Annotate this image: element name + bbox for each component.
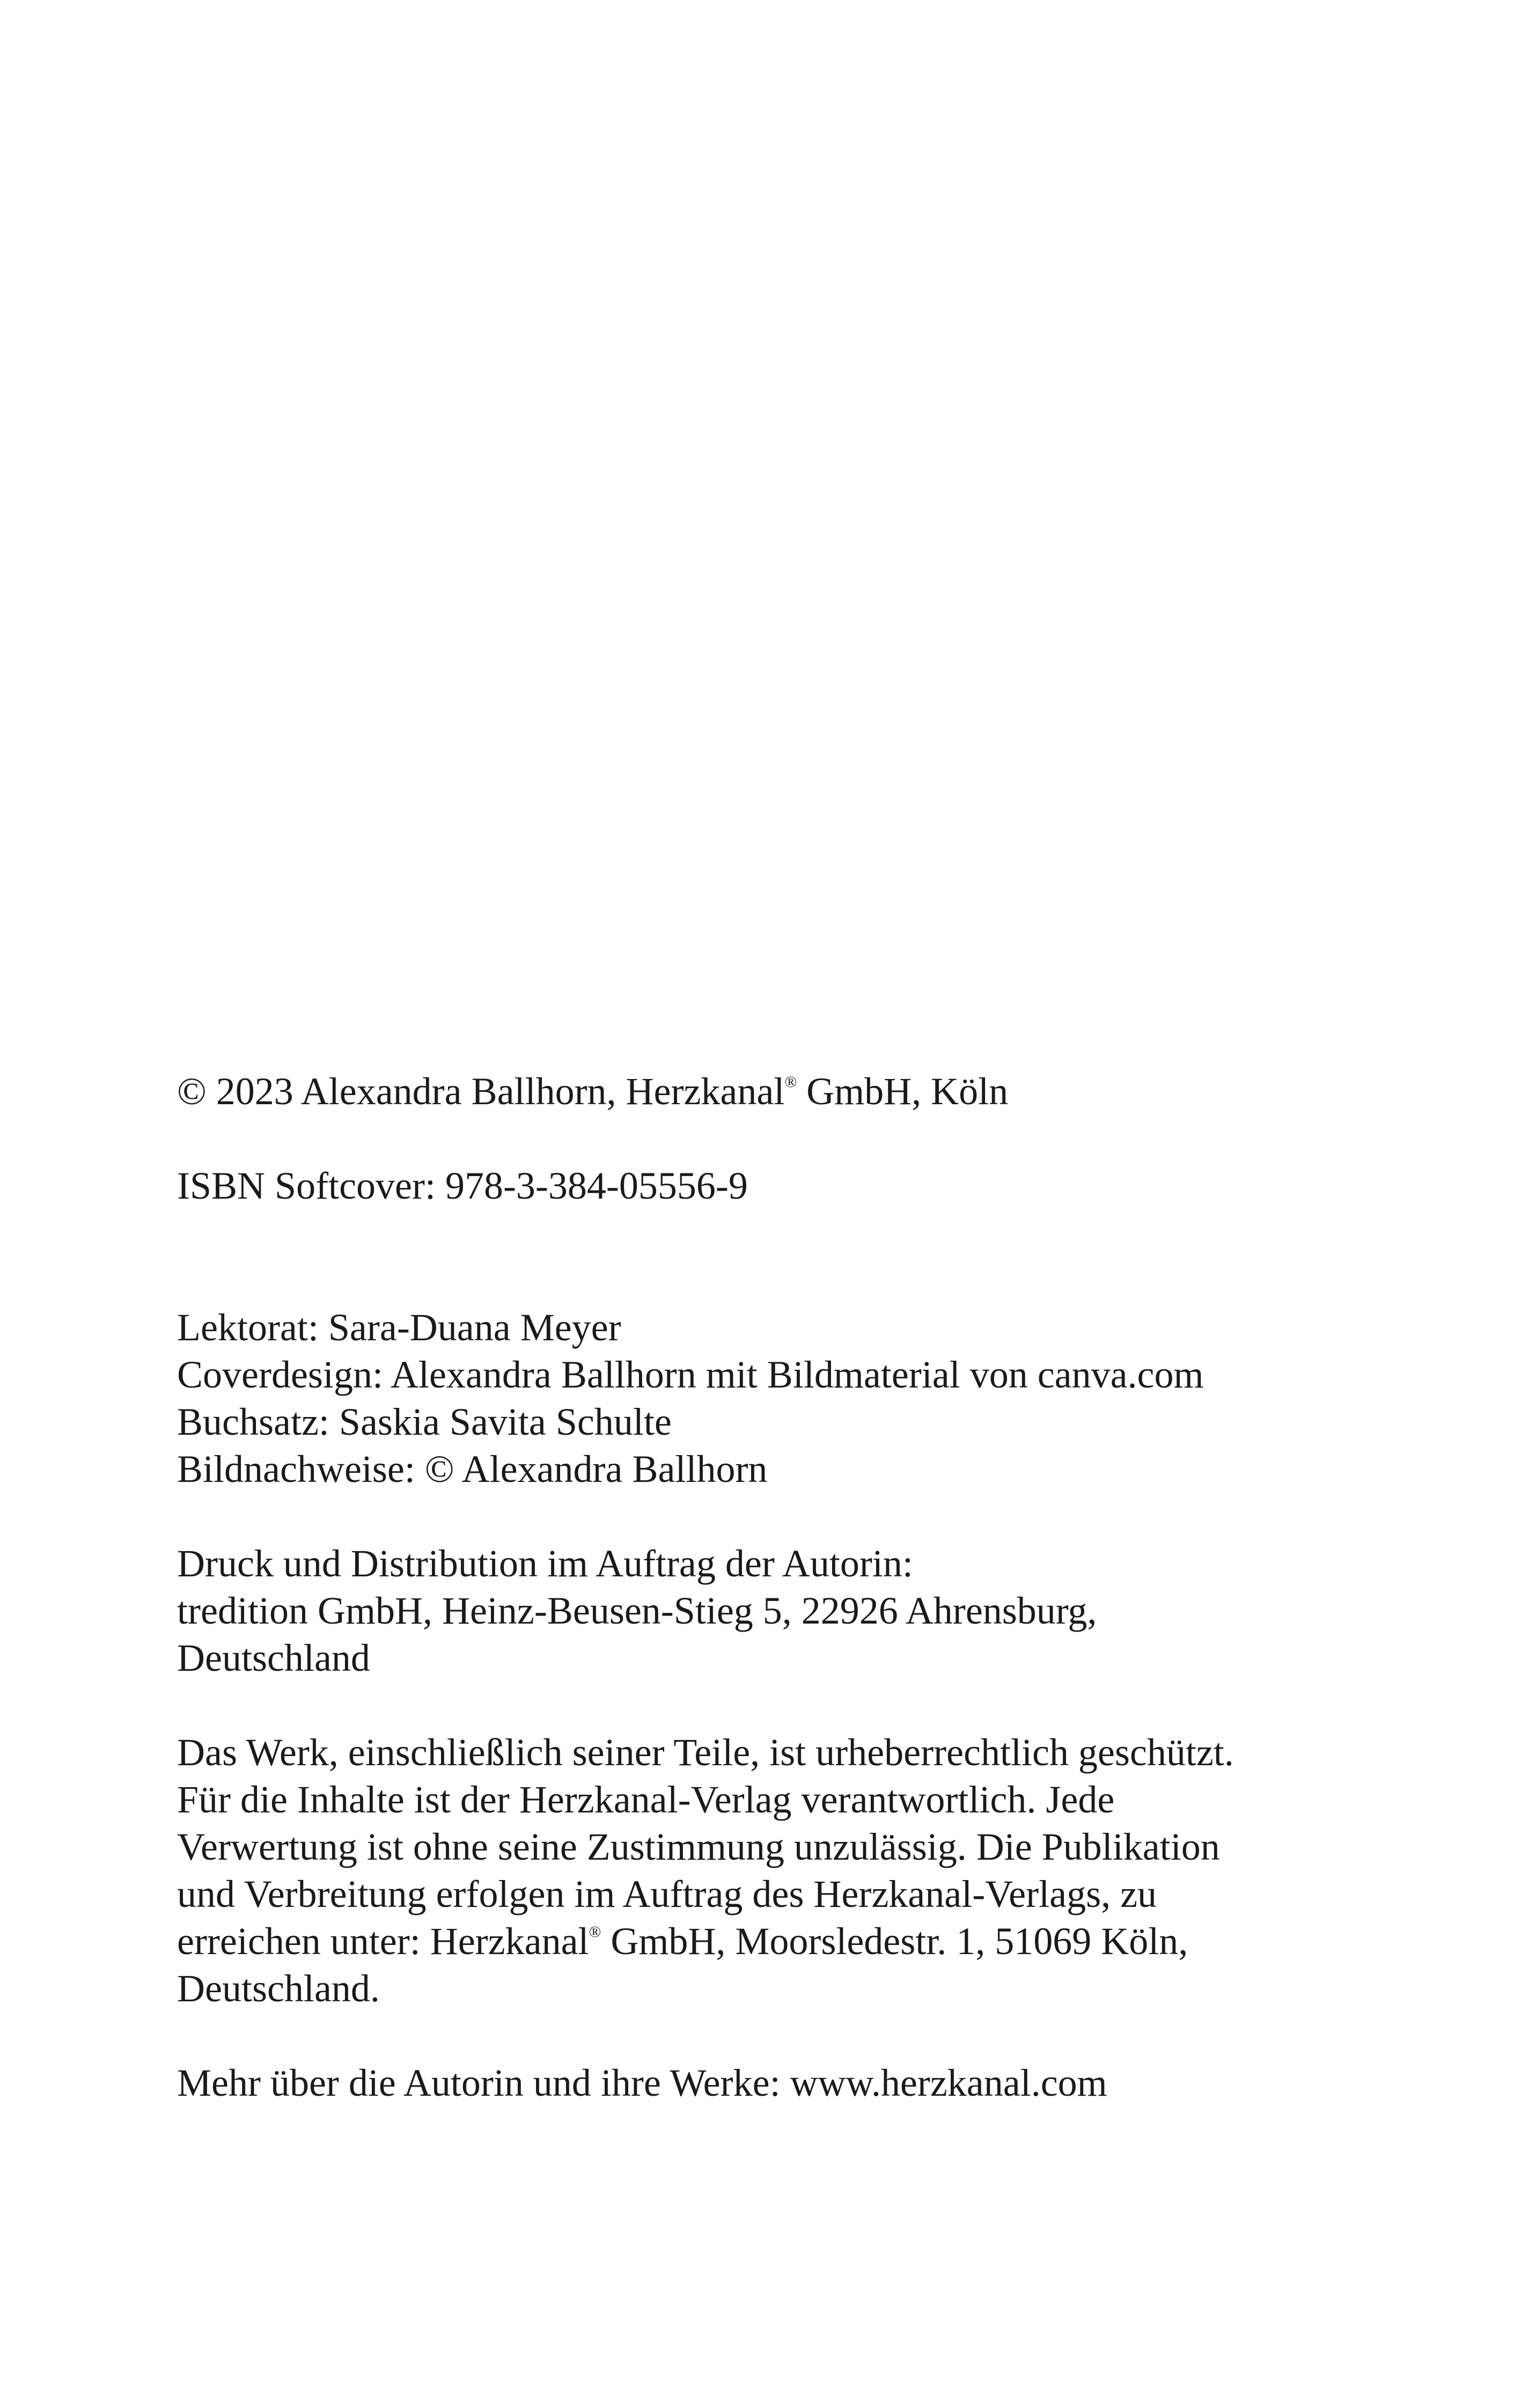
- legal-block: [177, 1729, 1384, 2012]
- copyright-text-suffix: GmbH, Köln: [797, 1070, 1009, 1113]
- legal-line: Das Werk, einschließlich seiner Teile, ist urheberrechtlich geschützt.: [177, 1731, 1234, 1774]
- spacer: [177, 1209, 1384, 1304]
- credit-line: Lektorat: Sara-Duana Meyer: [177, 1306, 621, 1349]
- imprint-text-block: [177, 1068, 1384, 2106]
- credits-block: [177, 1304, 1384, 1493]
- copyright-line: [177, 1068, 1384, 1115]
- legal-address-prefix: erreichen unter: Herzkanal: [177, 1920, 589, 1963]
- legal-address-suffix: GmbH, Moorsledestr. 1, 51069 Köln,: [601, 1920, 1188, 1963]
- legal-line: Deutschland.: [177, 1967, 380, 2010]
- spacer: [177, 1115, 1384, 1162]
- spacer: [177, 2012, 1384, 2059]
- more-info-line: Mehr über die Autorin und ihre Werke: www.herzkanal.com: [177, 2061, 1107, 2104]
- spacer: [177, 1493, 1384, 1540]
- registered-mark: ®: [784, 1073, 797, 1091]
- distribution-block: [177, 1540, 1384, 1682]
- legal-line: Für die Inhalte ist der Herzkanal-Verlag verantwortlich. Jede: [177, 1778, 1115, 1821]
- distribution-line: Deutschland: [177, 1636, 370, 1679]
- distribution-line: Druck und Distribution im Auftrag der Autorin:: [177, 1542, 913, 1585]
- legal-line: Verwertung ist ohne seine Zustimmung unzulässig. Die Publikation: [177, 1825, 1220, 1868]
- distribution-line: tredition GmbH, Heinz-Beusen-Stieg 5, 22926 Ahrensburg,: [177, 1589, 1097, 1632]
- isbn-line: ISBN Softcover: 978-3-384-05556-9: [177, 1164, 748, 1207]
- copyright-text: © 2023 Alexandra Ballhorn, Herzkanal: [177, 1070, 785, 1113]
- legal-address-line: [177, 1918, 1384, 1965]
- credit-line: Bildnachweise: © Alexandra Ballhorn: [177, 1448, 768, 1491]
- registered-mark: ®: [589, 1923, 601, 1941]
- legal-line: und Verbreitung erfolgen im Auftrag des Herzkanal-Verlags, zu: [177, 1873, 1157, 1915]
- credit-line: Buchsatz: Saskia Savita Schulte: [177, 1400, 672, 1443]
- credit-line: Coverdesign: Alexandra Ballhorn mit Bildmaterial von canva.com: [177, 1353, 1204, 1396]
- spacer: [177, 1682, 1384, 1729]
